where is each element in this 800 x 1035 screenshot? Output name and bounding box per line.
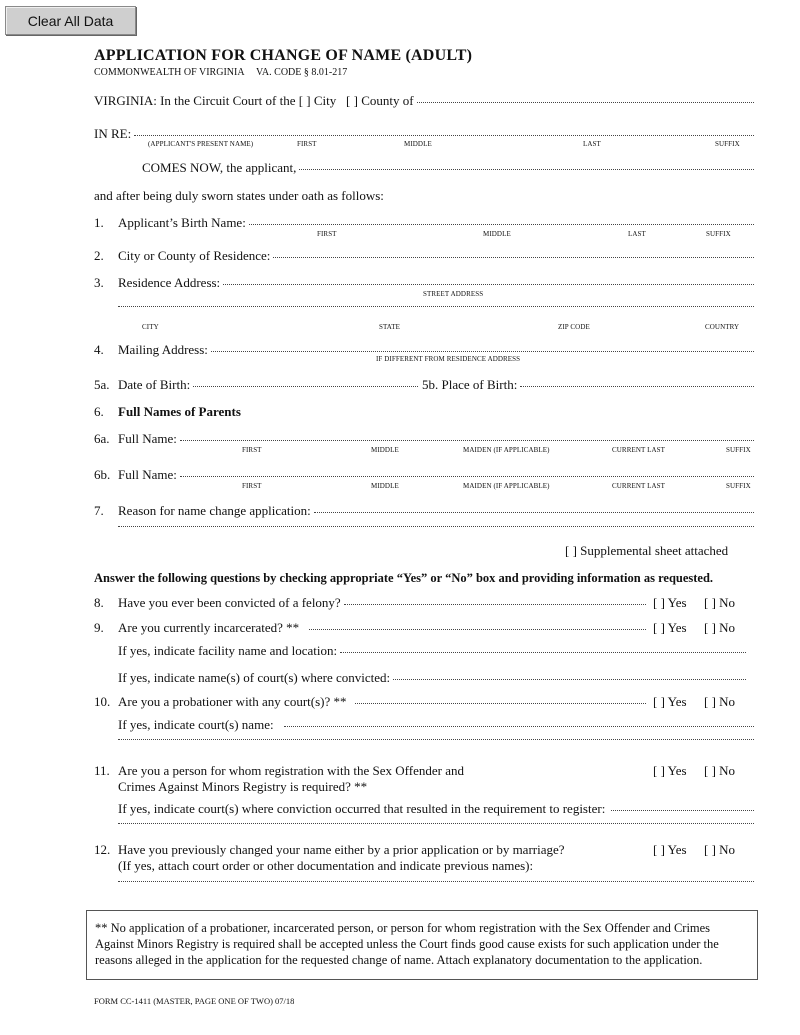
city-checkbox[interactable]: [ ] <box>298 93 311 108</box>
supplemental-checkbox[interactable]: [ ] Supplemental sheet attached <box>565 543 729 558</box>
caption: MIDDLE <box>483 230 511 238</box>
q6a-label: Full Name: <box>118 431 177 446</box>
q8-line <box>94 595 646 611</box>
caption: MIDDLE <box>404 140 432 148</box>
q6a-number: 6a. <box>94 431 110 446</box>
q11-line2 <box>118 825 754 826</box>
caption: ZIP CODE <box>558 323 590 331</box>
q10-sub1-line <box>118 717 754 733</box>
probation-court-field[interactable] <box>284 726 754 727</box>
caption: LAST <box>628 230 646 238</box>
in-re-label: IN RE: <box>94 126 132 141</box>
q10-sub1-label: If yes, indicate court(s) name: <box>118 717 274 732</box>
street-address-field[interactable] <box>223 284 754 285</box>
court-line <box>94 93 754 109</box>
q7-number: 7. <box>94 503 104 518</box>
q12-label2: (If yes, attach court order or other documentation and indicate previous names): <box>118 858 534 873</box>
mailing-address-field[interactable] <box>211 351 754 352</box>
q10-yes-checkbox[interactable]: [ ] Yes <box>653 694 687 709</box>
caption: (APPLICANT'S PRESENT NAME) <box>148 140 254 148</box>
leader-dots <box>344 604 646 605</box>
q9-line <box>94 620 646 636</box>
q12-yes-checkbox[interactable]: [ ] Yes <box>653 842 687 857</box>
county-field[interactable] <box>417 102 754 103</box>
q9-label: Are you currently incarcerated? ** <box>118 620 300 635</box>
date-of-birth-field[interactable] <box>193 386 418 387</box>
caption: FIRST <box>297 140 317 148</box>
q1-label: Applicant’s Birth Name: <box>118 215 246 230</box>
q11-label2: Crimes Against Minors Registry is required? ** <box>118 779 368 794</box>
caption: MIDDLE <box>371 482 399 490</box>
caption: MIDDLE <box>371 446 399 454</box>
q9-sub1-line <box>118 643 746 659</box>
parent-2-name-field[interactable] <box>180 476 754 477</box>
leader-dots <box>355 703 646 704</box>
present-name-field[interactable] <box>134 135 754 136</box>
q11-number: 11. <box>94 763 110 778</box>
caption: IF DIFFERENT FROM RESIDENCE ADDRESS <box>376 355 521 363</box>
caption: CITY <box>142 323 159 331</box>
commonwealth-label: COMMONWEALTH OF VIRGINIA <box>94 67 245 78</box>
q9-sub2-line <box>118 670 746 686</box>
caption: STREET ADDRESS <box>423 290 484 298</box>
caption: MAIDEN (IF APPLICABLE) <box>463 482 550 490</box>
comes-now-label: COMES NOW, the applicant, <box>142 160 297 175</box>
court-prefix: VIRGINIA: In the Circuit Court of the <box>94 93 296 108</box>
county-checkbox[interactable]: [ ] <box>346 93 358 108</box>
caption: FIRST <box>242 482 262 490</box>
caption: COUNTRY <box>705 323 740 331</box>
q7-line <box>94 503 754 519</box>
probation-court-field-2[interactable] <box>118 739 754 740</box>
q5a-line <box>94 377 418 393</box>
q11-yes-checkbox[interactable]: [ ] Yes <box>653 763 687 778</box>
applicant-field[interactable] <box>299 169 754 170</box>
q11-sub1-line <box>118 801 754 817</box>
form-footer: FORM CC-1411 (MASTER, PAGE ONE OF TWO) 07/18 <box>94 996 295 1006</box>
caption: LAST <box>583 140 601 148</box>
registry-court-field-2[interactable] <box>118 823 754 824</box>
birth-name-field[interactable] <box>249 224 754 225</box>
q2-label: City or County of Residence: <box>118 248 271 263</box>
q10-line <box>94 694 646 710</box>
q12-line <box>94 842 565 858</box>
va-code-label: VA. CODE § 8.01-217 <box>256 67 348 78</box>
q11-line <box>94 763 464 779</box>
q9-yes-checkbox[interactable]: [ ] Yes <box>653 620 687 635</box>
q8-yes-checkbox[interactable]: [ ] Yes <box>653 595 687 610</box>
q12-number: 12. <box>94 842 111 857</box>
city-state-zip-field[interactable] <box>118 306 754 307</box>
q1-line <box>94 215 754 231</box>
q5a-number: 5a. <box>94 377 110 392</box>
residence-city-county-field[interactable] <box>273 257 754 258</box>
q10-number: 10. <box>94 694 111 709</box>
q3-label: Residence Address: <box>118 275 221 290</box>
q3-number: 3. <box>94 275 104 290</box>
q10-label: Are you a probationer with any court(s)? ** <box>118 694 347 709</box>
q9-sub1-label: If yes, indicate facility name and location: <box>118 643 338 658</box>
comes-now-line <box>142 160 754 176</box>
q8-label: Have you ever been convicted of a felony? <box>118 595 341 610</box>
sworn-text: and after being duly sworn states under oath as follows: <box>94 188 384 203</box>
county-label: County of <box>361 93 414 108</box>
q11-sub1-label: If yes, indicate court(s) where conviction occurred that resulted in the requirement to register: <box>118 801 606 816</box>
q6b-line <box>94 467 754 483</box>
q5b-label: 5b. Place of Birth: <box>422 377 518 392</box>
caption: SUFFIX <box>715 140 740 148</box>
q7-line2 <box>118 528 754 529</box>
place-of-birth-field[interactable] <box>520 386 754 387</box>
q9-sub2-label: If yes, indicate name(s) of court(s) where convicted: <box>118 670 391 685</box>
sworn-statement <box>94 188 384 204</box>
q2-line <box>94 248 754 264</box>
caption: SUFFIX <box>726 446 751 454</box>
q5b-line <box>422 377 754 393</box>
q12-no-checkbox[interactable]: [ ] No <box>704 842 736 857</box>
q4-label: Mailing Address: <box>118 342 208 357</box>
parent-1-name-field[interactable] <box>180 440 754 441</box>
caption: FIRST <box>242 446 262 454</box>
caption: SUFFIX <box>706 230 731 238</box>
q3-line2 <box>118 308 754 309</box>
q9-no-checkbox[interactable]: [ ] No <box>704 620 736 635</box>
q10-line2 <box>118 741 754 742</box>
caption: SUFFIX <box>726 482 751 490</box>
q7-label: Reason for name change application: <box>118 503 311 518</box>
registry-court-field[interactable] <box>611 810 754 811</box>
q2-number: 2. <box>94 248 104 263</box>
q6-number: 6. <box>94 404 104 419</box>
q6b-number: 6b. <box>94 467 111 482</box>
instructions <box>94 571 713 586</box>
form-title: APPLICATION FOR CHANGE OF NAME (ADULT) <box>94 47 473 64</box>
q8-no-checkbox[interactable]: [ ] No <box>704 595 736 610</box>
q9-number: 9. <box>94 620 104 635</box>
q10-no-checkbox[interactable]: [ ] No <box>704 694 736 709</box>
q11-line-b <box>118 779 367 795</box>
notice-box <box>86 910 758 980</box>
previous-names-field[interactable] <box>118 881 754 882</box>
facility-field[interactable] <box>340 652 746 653</box>
clear-all-data-button[interactable]: Clear All Data <box>5 6 136 35</box>
q12-line-b <box>118 858 533 874</box>
caption: CURRENT LAST <box>612 446 665 454</box>
notice-text: ** No application of a probationer, incarcerated person, or person for whom registration with the Sex Offender and Crimes Against Minors Registry is required shall be accepted unless the Court finds good cause exists for such application under the reasons alleged in the application for the requested change of name. Attach explanatory documentation to the application. <box>95 921 719 967</box>
conviction-court-field[interactable] <box>393 679 746 680</box>
leader-dots <box>309 629 646 630</box>
q3-line <box>94 275 754 291</box>
q8-number: 8. <box>94 595 104 610</box>
q1-number: 1. <box>94 215 104 230</box>
q11-no-checkbox[interactable]: [ ] No <box>704 763 736 778</box>
q6a-line <box>94 431 754 447</box>
q12-line2 <box>118 883 754 884</box>
q11-label: Are you a person for whom registration with the Sex Offender and <box>118 763 464 778</box>
caption: MAIDEN (IF APPLICABLE) <box>463 446 550 454</box>
q6-heading: Full Names of Parents <box>118 404 241 419</box>
q12-label: Have you previously changed your name either by a prior application or by marriage? <box>118 842 565 857</box>
q4-number: 4. <box>94 342 104 357</box>
caption: CURRENT LAST <box>612 482 665 490</box>
q5a-label: Date of Birth: <box>118 377 191 392</box>
caption: STATE <box>379 323 400 331</box>
caption: FIRST <box>317 230 337 238</box>
city-label: City <box>313 93 337 108</box>
q6b-label: Full Name: <box>118 467 177 482</box>
instructions-text: Answer the following questions by checking appropriate “Yes” or “No” box and providing information as requested. <box>94 571 714 585</box>
q6-line <box>94 404 241 420</box>
reason-field-2[interactable] <box>118 526 754 527</box>
reason-field[interactable] <box>314 512 754 513</box>
